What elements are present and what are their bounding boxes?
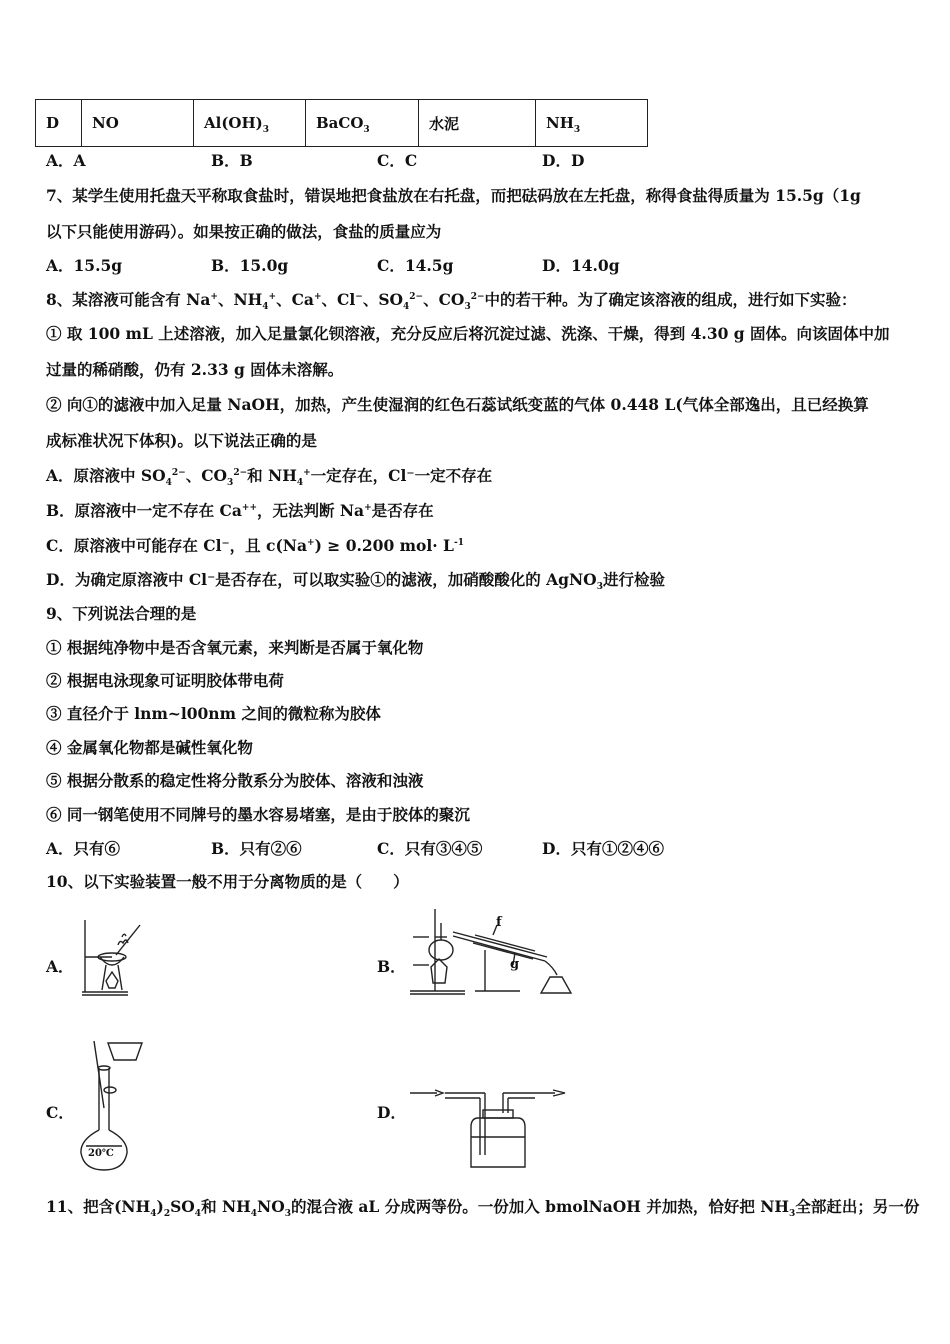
q10-option-a-label[interactable]: A．: [46, 957, 74, 976]
q7-option-d[interactable]: D．14.0g: [542, 256, 620, 275]
q7-text-line2: 以下只能使用游码）。如果按正确的做法，食盐的质量应为: [46, 222, 442, 241]
q8-option-a[interactable]: A．原溶液中 $SO_4^{2-}$、$CO_3^{2-}$和 $NH_4^+$一定存在，Cl⁻一定不存在: [46, 466, 493, 489]
gas-washing-bottle-figure: [405, 1085, 575, 1175]
q8-option-c[interactable]: C．原溶液中可能存在 Cl⁻，且 c(Na+) ≥ 0.200 $mol\cdot L^{-1}$: [46, 536, 464, 555]
q8-question-head: 8、某溶液可能含有 Na+、$NH_4^+$、Ca+、Cl−、$SO_4^{2-}$、$CO_3^{2-}$中的若干种。为了确定该溶液的组成，进行如下实验：: [46, 290, 857, 313]
q7-text-line1: 7、某学生使用托盘天平称取食盐时，错误地把食盐放在右托盘，而把砝码放在左托盘，称得食盐得质量为 15.5g（1g: [46, 186, 861, 205]
q8-experiment1-line1: ① 取 100 mL 上述溶液，加入足量氯化钡溶液，充分反应后将沉淀过滤、洗涤、干燥，得到 4.30 g 固体。向该固体中加: [46, 324, 890, 343]
q7-option-b[interactable]: B．15.0g: [211, 256, 289, 275]
q9-statement-6: ⑥ 同一钢笔使用不同牌号的墨水容易堵塞，是由于胶体的聚沉: [46, 805, 470, 824]
q10-option-c-label[interactable]: C．: [46, 1103, 74, 1122]
fig-label-g: g: [510, 957, 520, 972]
flask-label: 20℃: [88, 1148, 114, 1159]
q7-option-c[interactable]: C．14.5g: [377, 256, 454, 275]
q8-option-b[interactable]: B．原溶液中一定不存在 Ca++，无法判断 Na+是否存在: [46, 501, 434, 520]
q6-option-b[interactable]: B．B: [211, 151, 253, 170]
q9-option-a[interactable]: A．只有⑥: [46, 839, 121, 858]
evaporation-apparatus-figure: [72, 915, 152, 1000]
table-cell: $Al(OH)_3$: [194, 100, 306, 147]
q9-option-d[interactable]: D．只有①②④⑥: [542, 839, 664, 858]
table-cell: 水泥: [419, 100, 536, 147]
q8-experiment2-line2: 成标准状况下体积)。以下说法正确的是: [46, 431, 317, 450]
q9-statement-3: ③ 直径介于 lnm~l00nm 之间的微粒称为胶体: [46, 704, 381, 723]
q9-statement-1: ① 根据纯净物中是否含氧元素，来判断是否属于氧化物: [46, 638, 424, 657]
q6-option-a[interactable]: A．A: [46, 151, 86, 170]
answer-table: [35, 99, 648, 147]
q10-option-b-label[interactable]: B．: [377, 957, 406, 976]
q11-text-line1: 11、把含$(NH_4)_2SO_4$和 $NH_4NO_3$的混合液 aL 分成两等份。一份加入 bmolNaOH 并加热，恰好把 $NH_3$全部赶出；另一份: [46, 1197, 920, 1220]
table-row: [36, 100, 648, 147]
q8-option-d[interactable]: D．为确定原溶液中 Cl⁻是否存在，可以取实验①的滤液，加硝酸酸化的 AgNO$_3$进行检验: [46, 570, 665, 593]
q9-question-head: 9、下列说法合理的是: [46, 604, 197, 623]
table-cell: $NH_3$: [536, 100, 648, 147]
q8-experiment1-line2: 过量的稀硝酸，仍有 2.33 g 固体未溶解。: [46, 360, 344, 379]
q9-statement-4: ④ 金属氧化物都是碱性氧化物: [46, 738, 253, 757]
q10-option-d-label[interactable]: D．: [377, 1103, 406, 1122]
q9-option-b[interactable]: B．只有②⑥: [211, 839, 302, 858]
distillation-apparatus-figure: [405, 905, 585, 1000]
table-cell: D: [36, 100, 82, 147]
q8-experiment2-line1: ② 向①的滤液中加入足量 NaOH，加热，产生使湿润的红色石蕊试纸变蓝的气体 0.448 L(气体全部逸出，且已经换算: [46, 395, 869, 414]
q9-option-c[interactable]: C．只有③④⑤: [377, 839, 483, 858]
q9-statement-2: ② 根据电泳现象可证明胶体带电荷: [46, 671, 284, 690]
q10-question-head: 10、以下实验装置一般不用于分离物质的是（ ）: [46, 872, 409, 891]
table-cell: BaCO$_3$: [306, 100, 419, 147]
q7-option-a[interactable]: A．15.5g: [46, 256, 123, 275]
volumetric-flask-figure: [74, 1038, 154, 1173]
q6-option-d[interactable]: D．D: [542, 151, 585, 170]
table-cell: NO: [82, 100, 194, 147]
fig-label-f: f: [496, 915, 502, 930]
q6-option-c[interactable]: C．C: [377, 151, 418, 170]
q9-statement-5: ⑤ 根据分散系的稳定性将分散系分为胶体、溶液和浊液: [46, 771, 424, 790]
